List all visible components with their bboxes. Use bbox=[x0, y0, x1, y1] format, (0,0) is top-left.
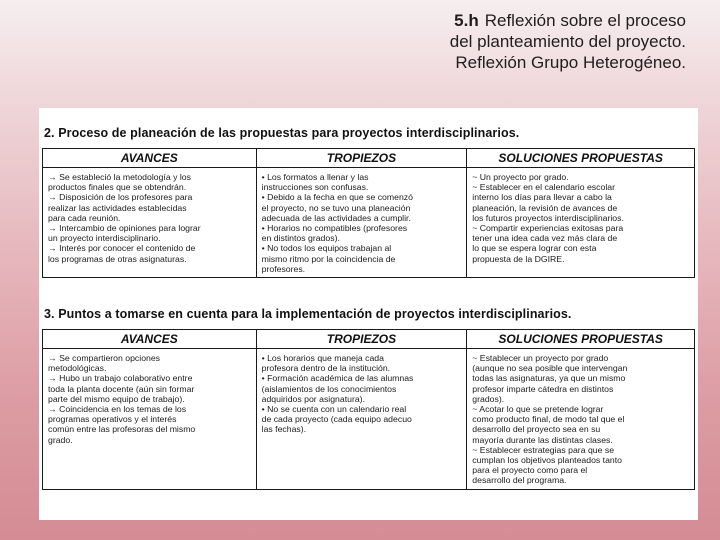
cell-text-line: todas las asignaturas, ya que un mismo bbox=[472, 373, 626, 384]
cell-avances bbox=[43, 168, 257, 278]
cell-text-line: → Disposición de los profesores para bbox=[48, 192, 193, 203]
column-header-soluciones: SOLUCIONES PROPUESTAS bbox=[467, 149, 695, 168]
cell-text-line: (aislamientos de los conocimientos bbox=[261, 383, 397, 394]
cell-tropiezos bbox=[256, 168, 467, 278]
column-header-tropiezos: TROPIEZOS bbox=[256, 149, 467, 168]
cell-text-line: lo que se espera lograr con esta bbox=[472, 243, 597, 254]
cell-text-line: grados). bbox=[472, 393, 505, 404]
cell-text-line: → Intercambio de opiniones para lograr bbox=[48, 223, 201, 234]
section-2-table bbox=[42, 148, 695, 278]
column-header-avances: AVANCES bbox=[43, 330, 257, 349]
cell-text-line: profesor imparte cátedra en distintos bbox=[472, 383, 614, 394]
cell-text-line: profesores. bbox=[261, 263, 306, 274]
cell-text-line: (aunque no sea posible que intervengan bbox=[472, 363, 628, 374]
cell-text-line: • Formación académica de las alumnas bbox=[261, 373, 414, 384]
cell-text-line: adecuada de las actividades a cumplir. bbox=[261, 212, 411, 223]
cell-text-line: el proyecto, no se tuvo una planeación bbox=[261, 202, 411, 213]
column-header-tropiezos: TROPIEZOS bbox=[256, 330, 467, 349]
cell-text-line: interno los días para llevar a cabo la bbox=[472, 192, 612, 203]
cell-soluciones bbox=[467, 168, 695, 278]
cell-text-line: productos finales que se obtendrán. bbox=[48, 182, 187, 193]
slide-title-number: 5.h bbox=[454, 11, 479, 30]
slide-title-line-1 bbox=[366, 10, 686, 31]
cell-text-line: ~ Establecer en el calendario escolar bbox=[472, 182, 615, 193]
cell-text-line: realizar las actividades establecidas bbox=[48, 202, 187, 213]
cell-text-line: • Los formatos a llenar y las bbox=[261, 172, 369, 182]
cell-text-line: un proyecto interdisciplinario. bbox=[48, 233, 161, 244]
cell-text-line: grado. bbox=[48, 434, 73, 445]
section-2-heading: 2. Proceso de planeación de las propuestas para proyectos interdisciplinarios. bbox=[44, 126, 520, 140]
cell-text-line: desarrollo del programa. bbox=[472, 475, 567, 486]
cell-text-line: • Horarios no compatibles (profesores bbox=[261, 223, 408, 234]
cell-text-line: en distintos grados). bbox=[261, 233, 340, 244]
cell-text-line: las fechas). bbox=[261, 424, 307, 435]
cell-text-line: ~ Acotar lo que se pretende lograr bbox=[472, 404, 604, 415]
cell-text-line: ~ Un proyecto por grado. bbox=[472, 172, 569, 182]
cell-text-line: adquiridos por asignatura). bbox=[261, 393, 365, 404]
cell-text-line: • Los horarios que maneja cada bbox=[261, 353, 384, 364]
cell-text-line: para el proyecto como para el bbox=[472, 465, 588, 476]
table-row bbox=[43, 349, 695, 490]
cell-text-line: los futuros proyectos interdisciplinarios. bbox=[472, 212, 624, 223]
table-header-row bbox=[43, 330, 695, 349]
column-header-soluciones: SOLUCIONES PROPUESTAS bbox=[467, 330, 695, 349]
cell-text-line: profesora dentro de la institución. bbox=[261, 363, 391, 374]
cell-text-line: → Se estableció la metodología y los bbox=[48, 172, 191, 182]
cell-text-line: los programas de otras asignaturas. bbox=[48, 253, 187, 264]
section-3-table bbox=[42, 329, 695, 490]
cell-text-line: parte del mismo equipo de trabajo). bbox=[48, 393, 185, 404]
cell-text-line: toda la planta docente (aún sin formar bbox=[48, 383, 195, 394]
cell-text-line: para cada reunión. bbox=[48, 212, 121, 223]
cell-text-line: común entre las profesoras del mismo bbox=[48, 424, 196, 435]
cell-text-line: tener una idea cada vez más clara de bbox=[472, 233, 618, 244]
cell-text-line: propuesta de la DGIRE. bbox=[472, 253, 565, 264]
cell-text-line: programas operativos y el interés bbox=[48, 414, 177, 425]
cell-text-line: ~ Establecer un proyecto por grado bbox=[472, 353, 609, 364]
section-3-heading: 3. Puntos a tomarse en cuenta para la implementación de proyectos interdisciplinarios. bbox=[44, 307, 572, 322]
cell-text-line: desarrollo del proyecto sea en su bbox=[472, 424, 601, 435]
slide-title bbox=[366, 10, 686, 73]
cell-text-line: ~ Compartir experiencias exitosas para bbox=[472, 223, 624, 234]
cell-text-line: como producto final, de modo tal que el bbox=[472, 414, 625, 425]
cell-text-line: → Coincidencia en los temas de los bbox=[48, 404, 187, 415]
column-header-avances: AVANCES bbox=[43, 149, 257, 168]
cell-text-line: • Debido a la fecha en que se comenzó bbox=[261, 192, 413, 203]
cell-text-line: instrucciones son confusas. bbox=[261, 182, 369, 193]
table-row bbox=[43, 168, 695, 278]
cell-text-line: cumplan los objetivos planteados tanto bbox=[472, 455, 622, 466]
cell-text-line: ~ Establecer estrategias para que se bbox=[472, 444, 615, 455]
slide-title-line-1-text: Reflexión sobre el proceso bbox=[484, 11, 686, 30]
slide-title-line-3: Reflexión Grupo Heterogéneo. bbox=[455, 53, 686, 72]
cell-text-line: metodológicas. bbox=[48, 363, 107, 374]
cell-text-line: → Se compartieron opciones bbox=[48, 353, 161, 364]
cell-text-line: mayoría durante las distintas clases. bbox=[472, 434, 613, 445]
cell-text-line: mismo ritmo por la coincidencia de bbox=[261, 253, 396, 264]
cell-text-line: de cada proyecto (cada equipo adecuo bbox=[261, 414, 412, 425]
cell-text-line: • No todos los equipos trabajan al bbox=[261, 243, 392, 254]
table-header-row bbox=[43, 149, 695, 168]
cell-tropiezos bbox=[256, 349, 467, 490]
cell-text-line: planeación, la revisión de avances de bbox=[472, 202, 618, 213]
cell-text-line: → Interés por conocer el contenido de bbox=[48, 243, 196, 254]
cell-avances bbox=[43, 349, 257, 490]
document-page bbox=[39, 108, 698, 520]
cell-text-line: → Hubo un trabajo colaborativo entre bbox=[48, 373, 193, 384]
slide-title-line-2: del planteamiento del proyecto. bbox=[449, 32, 686, 51]
cell-soluciones bbox=[467, 349, 695, 490]
cell-text-line: • No se cuenta con un calendario real bbox=[261, 404, 407, 415]
